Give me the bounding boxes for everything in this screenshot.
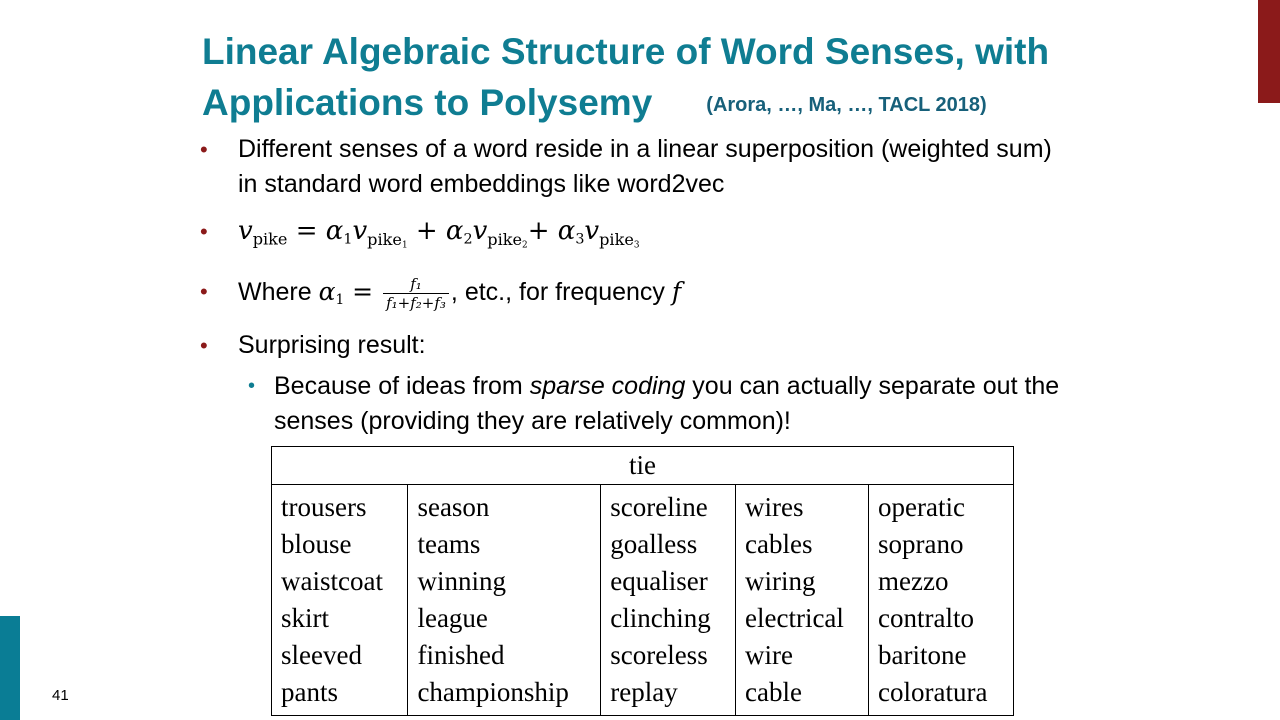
math-eq: = — [287, 216, 326, 246]
title-line-2-text: Applications to Polysemy — [202, 82, 653, 123]
math-v: v — [472, 216, 488, 246]
alpha-definition — [238, 274, 1068, 318]
table-cell: cables — [745, 529, 813, 559]
math-sub — [367, 230, 407, 249]
table-cell: championship — [417, 677, 569, 707]
table-cell: goalless — [610, 529, 698, 559]
table-cell: sleeved — [281, 640, 362, 670]
table-column — [272, 485, 408, 716]
fraction-denominator: f₁+f₂+f₃ — [386, 293, 446, 312]
table-cell: baritone — [878, 640, 967, 670]
text-italic: sparse coding — [529, 372, 686, 400]
math-alpha: α — [557, 216, 576, 246]
table-column — [736, 485, 869, 716]
bullet-text-superposition: Different senses of a word reside in a linear superposition (weighted sum) in standard word embeddings like word2vec — [238, 135, 1052, 198]
math-sub: 3 — [575, 231, 585, 248]
table-cell: wire — [745, 640, 793, 670]
bottom-left-accent-bar — [0, 616, 20, 720]
table-cell: operatic — [878, 492, 965, 522]
math-subsub: 2 — [522, 240, 528, 251]
sense-table — [271, 446, 1014, 716]
table-cell: trousers — [281, 492, 367, 522]
math-f: f — [671, 277, 682, 306]
text-before: Because of ideas from — [274, 372, 530, 400]
math-sub-text: pike — [599, 229, 634, 249]
table-cell: contralto — [878, 603, 974, 633]
math-sub: pike — [252, 229, 288, 249]
table-cell: soprano — [878, 529, 964, 559]
table-cell: mezzo — [878, 566, 949, 596]
equation-pike — [238, 214, 1068, 263]
math-sub: 2 — [463, 231, 473, 248]
math-sub-text: pike — [367, 229, 402, 249]
text-where: Where — [238, 278, 319, 306]
math-subsub: 3 — [633, 240, 640, 251]
table-cell: electrical — [745, 603, 844, 633]
table-cell: league — [417, 603, 488, 633]
bullet-text-surprising: Surprising result: — [238, 331, 426, 359]
table-cell: finished — [417, 640, 505, 670]
page-number: 41 — [52, 687, 69, 704]
table-cell: wiring — [745, 566, 816, 596]
table-cell: scoreless — [610, 640, 708, 670]
table-column — [408, 485, 601, 716]
math-subsub: 1 — [401, 240, 408, 251]
table-cell: replay — [610, 677, 678, 707]
math-sub — [487, 230, 527, 249]
text-after: you can actually separate out the senses (providing they are relatively common)! — [274, 372, 1060, 435]
math-sub: 1 — [335, 292, 345, 309]
table-column — [601, 485, 736, 716]
table-cell: cable — [745, 677, 802, 707]
table-cell: wires — [745, 492, 804, 522]
math-sub-text: pike — [487, 229, 523, 249]
math-eq: = — [344, 277, 382, 306]
table-cell: skirt — [281, 603, 330, 633]
table-cell: clinching — [610, 603, 711, 633]
math-alpha: α — [445, 216, 464, 246]
citation: (Arora, …, Ma, …, TACL 2018) — [706, 93, 987, 116]
slide-title — [202, 26, 1102, 131]
table-cell: equaliser — [610, 566, 708, 596]
top-right-accent-bar — [1258, 0, 1280, 103]
table-cell: teams — [417, 529, 481, 559]
table-column — [869, 485, 1014, 716]
math-sub: 1 — [343, 231, 353, 248]
math-v: v — [238, 216, 253, 246]
bullet-dot-icon: • — [200, 137, 208, 162]
text-suffix: , etc., for frequency — [450, 278, 672, 306]
table-row — [272, 485, 1014, 716]
math-sub — [599, 230, 639, 249]
table-cell: coloratura — [878, 677, 988, 707]
math-plus: + — [407, 216, 446, 246]
sub-bullet-dot-icon: • — [248, 375, 256, 397]
math-alpha: α — [318, 277, 336, 306]
math-plus: + — [527, 216, 558, 246]
table-cell: winning — [417, 566, 506, 596]
bullet-dot-icon: • — [200, 279, 208, 304]
table-header: tie — [272, 447, 1014, 485]
title-line-2 — [202, 77, 1102, 131]
table-cell: pants — [281, 677, 338, 707]
math-v: v — [584, 216, 600, 246]
sub-bullet-text — [274, 369, 1074, 439]
table-cell: waistcoat — [281, 566, 383, 596]
fraction — [383, 275, 449, 312]
math-alpha: α — [325, 216, 344, 246]
fraction-numerator: f₁ — [383, 275, 449, 294]
table-cell: scoreline — [610, 492, 708, 522]
title-line-1: Linear Algebraic Structure of Word Senses, with — [202, 31, 1050, 72]
bullet-dot-icon: • — [200, 219, 208, 244]
math-v: v — [352, 216, 368, 246]
bullet-dot-icon: • — [200, 333, 208, 358]
table-cell: blouse — [281, 529, 352, 559]
table-cell: season — [417, 492, 490, 522]
